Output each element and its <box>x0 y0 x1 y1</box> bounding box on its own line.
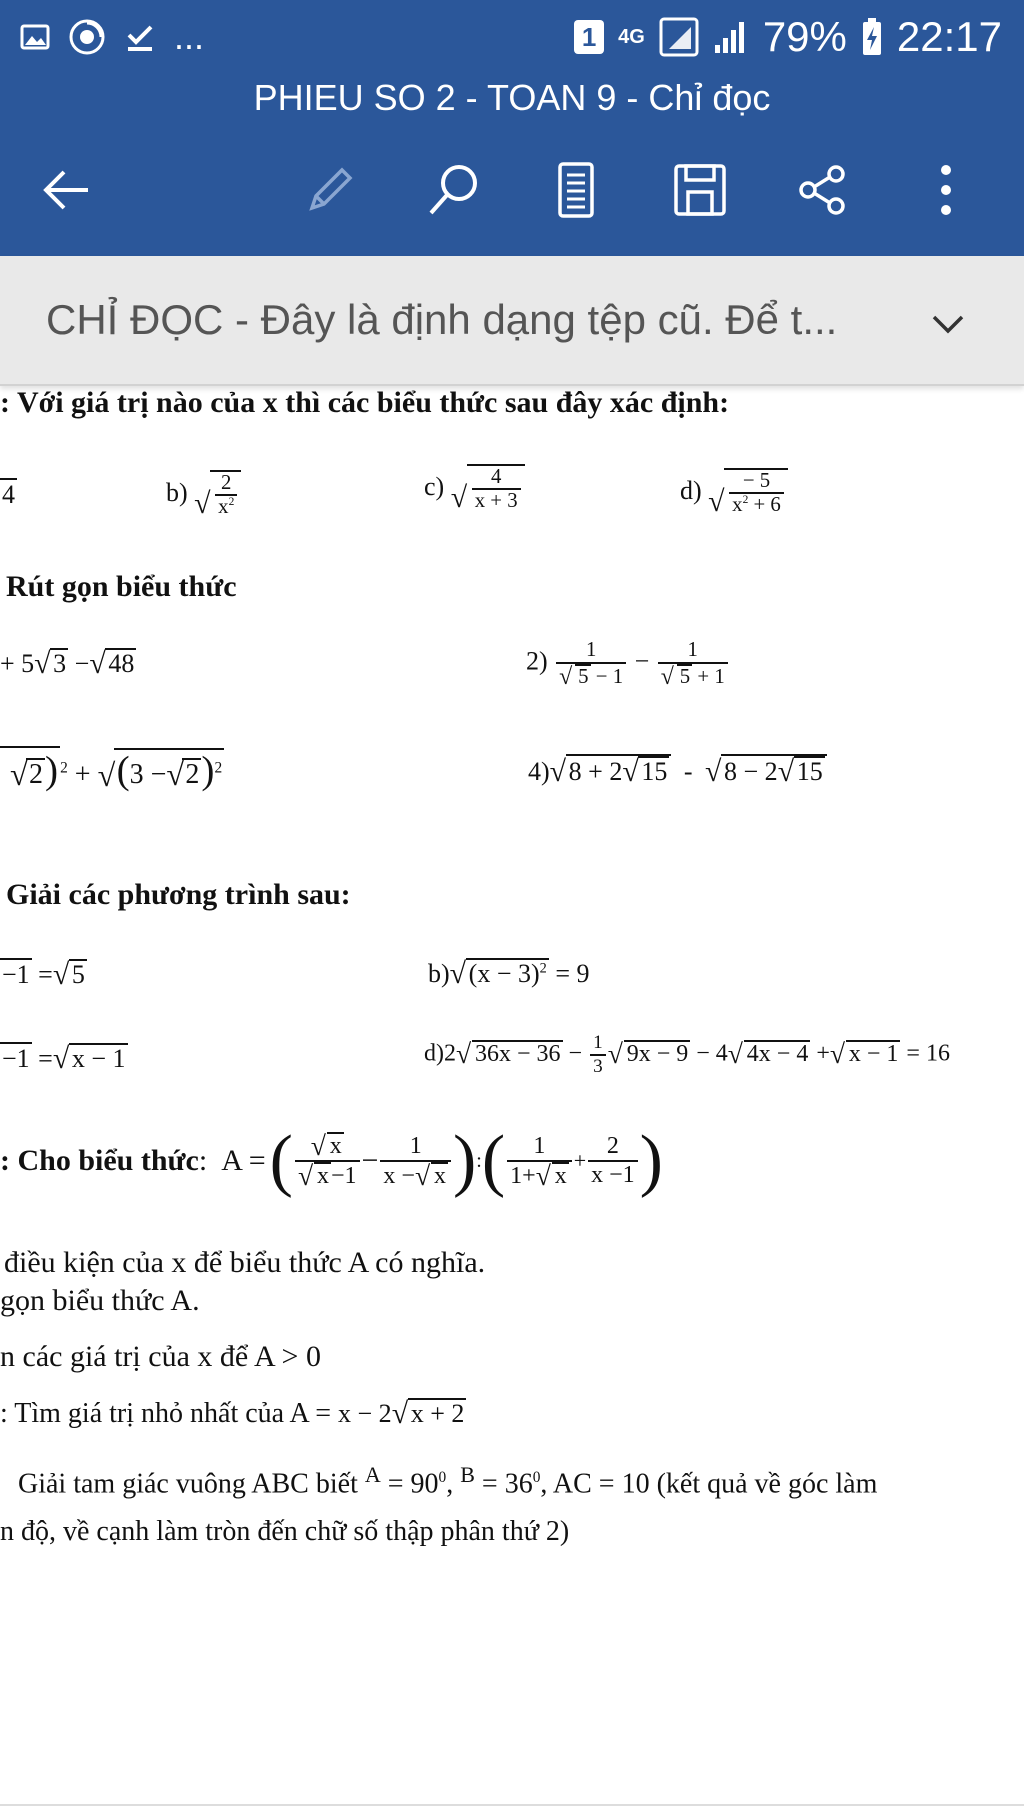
q2-e2-minus: − <box>634 646 650 676</box>
q2-e3-inner-root: √ 2 <box>182 758 201 789</box>
q2-e1-root1: √ 3 <box>50 648 68 677</box>
q1-c-num: √ 4 <box>472 466 521 490</box>
q2-e3-exp2: 2 <box>214 759 223 777</box>
q4-item-1: điều kiện của x để biểu thức A có nghĩa. <box>4 1246 486 1279</box>
q1-d <box>680 468 788 516</box>
q3-heading: Giải các phương trình sau: <box>6 878 351 911</box>
q2-e2-num1: 1 <box>556 638 626 664</box>
q3-b-root <box>466 958 549 987</box>
battery-charging-icon <box>861 17 883 57</box>
q4-item-2: gọn biểu thức A. <box>0 1284 200 1317</box>
page-bottom-divider <box>0 1804 1024 1806</box>
signal-sim1-icon <box>659 17 699 57</box>
q2-expr-4 <box>528 754 827 787</box>
q3-c-eq: = <box>38 1044 53 1073</box>
q6-val-a: = 90 <box>387 1468 439 1500</box>
q3-b-rhs: = 9 <box>555 959 590 988</box>
q2-e4-a: 8 + 2 <box>568 757 623 786</box>
q1-c-den: x + 3 <box>474 488 518 512</box>
q4-plus: + <box>573 1148 587 1173</box>
save-icon <box>672 162 728 218</box>
app-bar <box>0 0 1024 256</box>
q2-expr-1 <box>0 648 136 679</box>
more-vert-icon <box>936 162 956 218</box>
q2-e3-inner-a: 3 − <box>129 759 167 790</box>
q1-c-label: c) <box>424 471 445 501</box>
q2-expr-2 <box>526 638 730 689</box>
q2-e3-exp1: 2 <box>60 759 68 777</box>
reading-view-icon <box>552 161 600 219</box>
q3-d-label: d) <box>424 1040 444 1067</box>
q2-e1-lead: + 5 <box>0 649 35 678</box>
q3-b <box>428 958 589 989</box>
q3-d-root1: √ 36x − 36 <box>472 1040 563 1067</box>
q6-sup-b: 0 <box>532 1469 541 1486</box>
q4-f1-den-rest: −1 <box>330 1163 357 1189</box>
q2-e2-den2-root: √ 5 <box>677 664 692 688</box>
q2-expr-3: √ 2) $^2$ + √ (3 −√ 2)$^2$ <box>0 746 224 793</box>
q1-d-den: x <box>732 492 743 516</box>
sync-icon <box>68 18 106 56</box>
q4-f2-num: 1 <box>380 1133 451 1162</box>
q1-b-label: b) <box>166 477 188 507</box>
reading-view-button[interactable] <box>546 160 606 220</box>
q3-a-eq: = <box>38 960 53 989</box>
q5-expr-root: √ x + 2 <box>408 1398 467 1427</box>
q3-c <box>0 1042 128 1074</box>
q2-e2-label: 2) <box>526 646 548 676</box>
status-bar <box>0 0 1024 74</box>
q4-item-3: n các giá trị của x để A > 0 <box>0 1340 321 1373</box>
more-options-button[interactable] <box>916 160 976 220</box>
q4-divide: : <box>476 1149 482 1172</box>
clock: 22:17 <box>896 13 1002 60</box>
q6-rest: , AC = 10 (kết quả về góc làm <box>540 1468 878 1500</box>
q1-a-value: 4 <box>2 480 15 509</box>
signal-sim2-icon <box>713 19 749 55</box>
q3-d-k1: 2 <box>444 1040 456 1067</box>
save-button[interactable] <box>670 160 730 220</box>
q3-d-root3: √ 4x − 4 <box>744 1040 811 1067</box>
q1-heading: : Với giá trị nào của x thì các biểu thức sau đây xác định: <box>0 386 730 419</box>
q5-line <box>0 1398 466 1430</box>
q3-d-rhs: = 16 <box>906 1040 950 1067</box>
q5-expr-a: x − 2 <box>338 1399 392 1428</box>
q2-e3-root: √ (3 −√ 2)$^2$ <box>114 748 225 791</box>
search-button[interactable] <box>424 160 484 220</box>
q2-e4-b-root: √ 15 <box>794 756 825 785</box>
q4-colon: : <box>198 1144 208 1177</box>
q3-a-root: √ 5 <box>69 959 87 988</box>
q2-e4-b: 8 − 2 <box>724 757 778 786</box>
q3-c-frag: −1 <box>2 1044 30 1073</box>
q2-e4-root-a <box>566 754 672 785</box>
q4-minus: − <box>361 1144 379 1177</box>
back-arrow-icon <box>38 162 94 218</box>
q5-prefix: : Tìm giá trị nhỏ nhất của A = <box>0 1398 332 1429</box>
q1-b <box>166 470 241 518</box>
q6-sup-a: 0 <box>438 1469 447 1486</box>
q3-d-minus1: − <box>568 1040 583 1067</box>
q2-e4-a-root: √ 15 <box>638 756 669 785</box>
q1-d-label: d) <box>680 475 702 505</box>
q4-f2-den-a: x − <box>383 1162 415 1189</box>
share-button[interactable] <box>792 160 852 220</box>
q6-angle-a: A <box>364 1462 381 1487</box>
q1-a-fragment <box>0 478 17 510</box>
read-only-banner[interactable] <box>0 256 1024 386</box>
q6-val-b: = 36 <box>481 1468 533 1500</box>
q1-d-num: √ − 5 <box>729 470 784 494</box>
q4-f3-den-a: 1+ <box>510 1162 536 1189</box>
q2-e2-den2-rest: + 1 <box>697 665 725 688</box>
q3-a <box>0 958 87 990</box>
sim-badge-number: 1 <box>581 21 597 52</box>
q3-d-frac-den: 3 <box>593 1056 603 1077</box>
q3-d-root2: √ 9x − 9 <box>624 1040 691 1067</box>
q2-heading: Rút gọn biểu thức <box>6 570 237 603</box>
search-icon <box>425 161 483 219</box>
q1-b-num: √ 2 <box>215 472 237 496</box>
q3-d-root4: √ x − 1 <box>846 1040 901 1067</box>
q6-line-1 <box>18 1462 877 1500</box>
back-button[interactable] <box>36 160 96 220</box>
q3-c-root: √ x − 1 <box>69 1043 128 1072</box>
q4-f1-den-root: √ x <box>314 1162 331 1189</box>
q4-f1-num-root: √ x <box>327 1132 344 1159</box>
q1-c-root <box>467 464 525 512</box>
q2-e4-minus: - <box>683 757 693 786</box>
q4-f2-den-root: √ x <box>431 1162 448 1189</box>
battery-percent: 79% <box>762 13 847 60</box>
download-check-icon <box>124 21 156 53</box>
q3-b-exp: 2 <box>539 960 547 977</box>
q1-d-exp: 2 <box>742 493 749 506</box>
q3-d-plus: + <box>816 1040 830 1067</box>
q2-e3-root-frag: √ 2 <box>26 758 45 789</box>
document-title: PHIEU SO 2 - TOAN 9 - Chỉ đọc <box>253 77 771 118</box>
q6-angle-b: B <box>460 1462 475 1487</box>
edit-pencil-icon <box>302 162 358 218</box>
q2-e2-den1-root: √ 5 <box>575 664 590 688</box>
q6-line-2: n độ, về cạnh làm tròn đến chữ số thập phân thứ 2) <box>0 1516 570 1547</box>
sim-badge <box>574 20 604 54</box>
share-icon <box>794 162 850 218</box>
q3-d-frac-num: 1 <box>590 1032 606 1056</box>
q4-f3-den-root: √ x <box>552 1162 569 1189</box>
document-page[interactable] <box>0 384 1024 1804</box>
more-notifications: ... <box>174 16 205 57</box>
chevron-down-icon[interactable] <box>924 300 972 348</box>
q2-e2-num2: 1 <box>658 638 728 664</box>
q4-label: : Cho biểu thức <box>0 1144 199 1177</box>
q2-e4-root-b <box>721 754 827 785</box>
q3-b-inner: (x − 3) <box>468 959 540 988</box>
q1-b-root <box>210 470 241 518</box>
q2-e1-root2: √ 48 <box>105 648 136 677</box>
banner-text: CHỈ ĐỌC - Đây là định dạng tệp cũ. Để t... <box>46 296 838 343</box>
q6-sep: , <box>446 1468 454 1500</box>
q2-e3-plus: + <box>74 759 91 790</box>
q1-d-den-rest: + 6 <box>753 492 781 516</box>
q3-b-label: b) <box>428 959 450 988</box>
q2-e2-den1-rest: − 1 <box>595 665 624 688</box>
q6-prefix: Giải tam giác vuông ABC biết <box>18 1468 358 1500</box>
q4-expression: : Cho biểu thức : A = ( √ x √ x−1 − $\frac{1}{x -√ x}$ ) : ( $\frac{1}{1+√ x}$ + $\frac{2}{x -1}$ ) <box>0 1126 663 1196</box>
q1-d-root <box>724 468 788 516</box>
q3-a-frag: −1 <box>2 960 30 989</box>
q4-f3-num: 1 <box>507 1133 572 1162</box>
image-icon <box>20 22 50 52</box>
q1-b-exp: 2 <box>228 495 235 508</box>
q4-f4-num: 2 <box>588 1133 638 1162</box>
q1-b-den: x <box>218 494 229 518</box>
q3-d-minus2: − 4 <box>696 1040 728 1067</box>
q1-c <box>424 464 525 512</box>
q2-e4-label: 4) <box>528 757 550 786</box>
q3-d <box>424 1032 950 1078</box>
q2-e1-minus: − <box>74 649 90 678</box>
q4-f4-den: x −1 <box>591 1162 635 1188</box>
q4-lhs: A = <box>221 1144 266 1177</box>
edit-button[interactable] <box>300 160 360 220</box>
toolbar <box>0 150 1024 230</box>
network-type: 4G <box>618 26 645 48</box>
